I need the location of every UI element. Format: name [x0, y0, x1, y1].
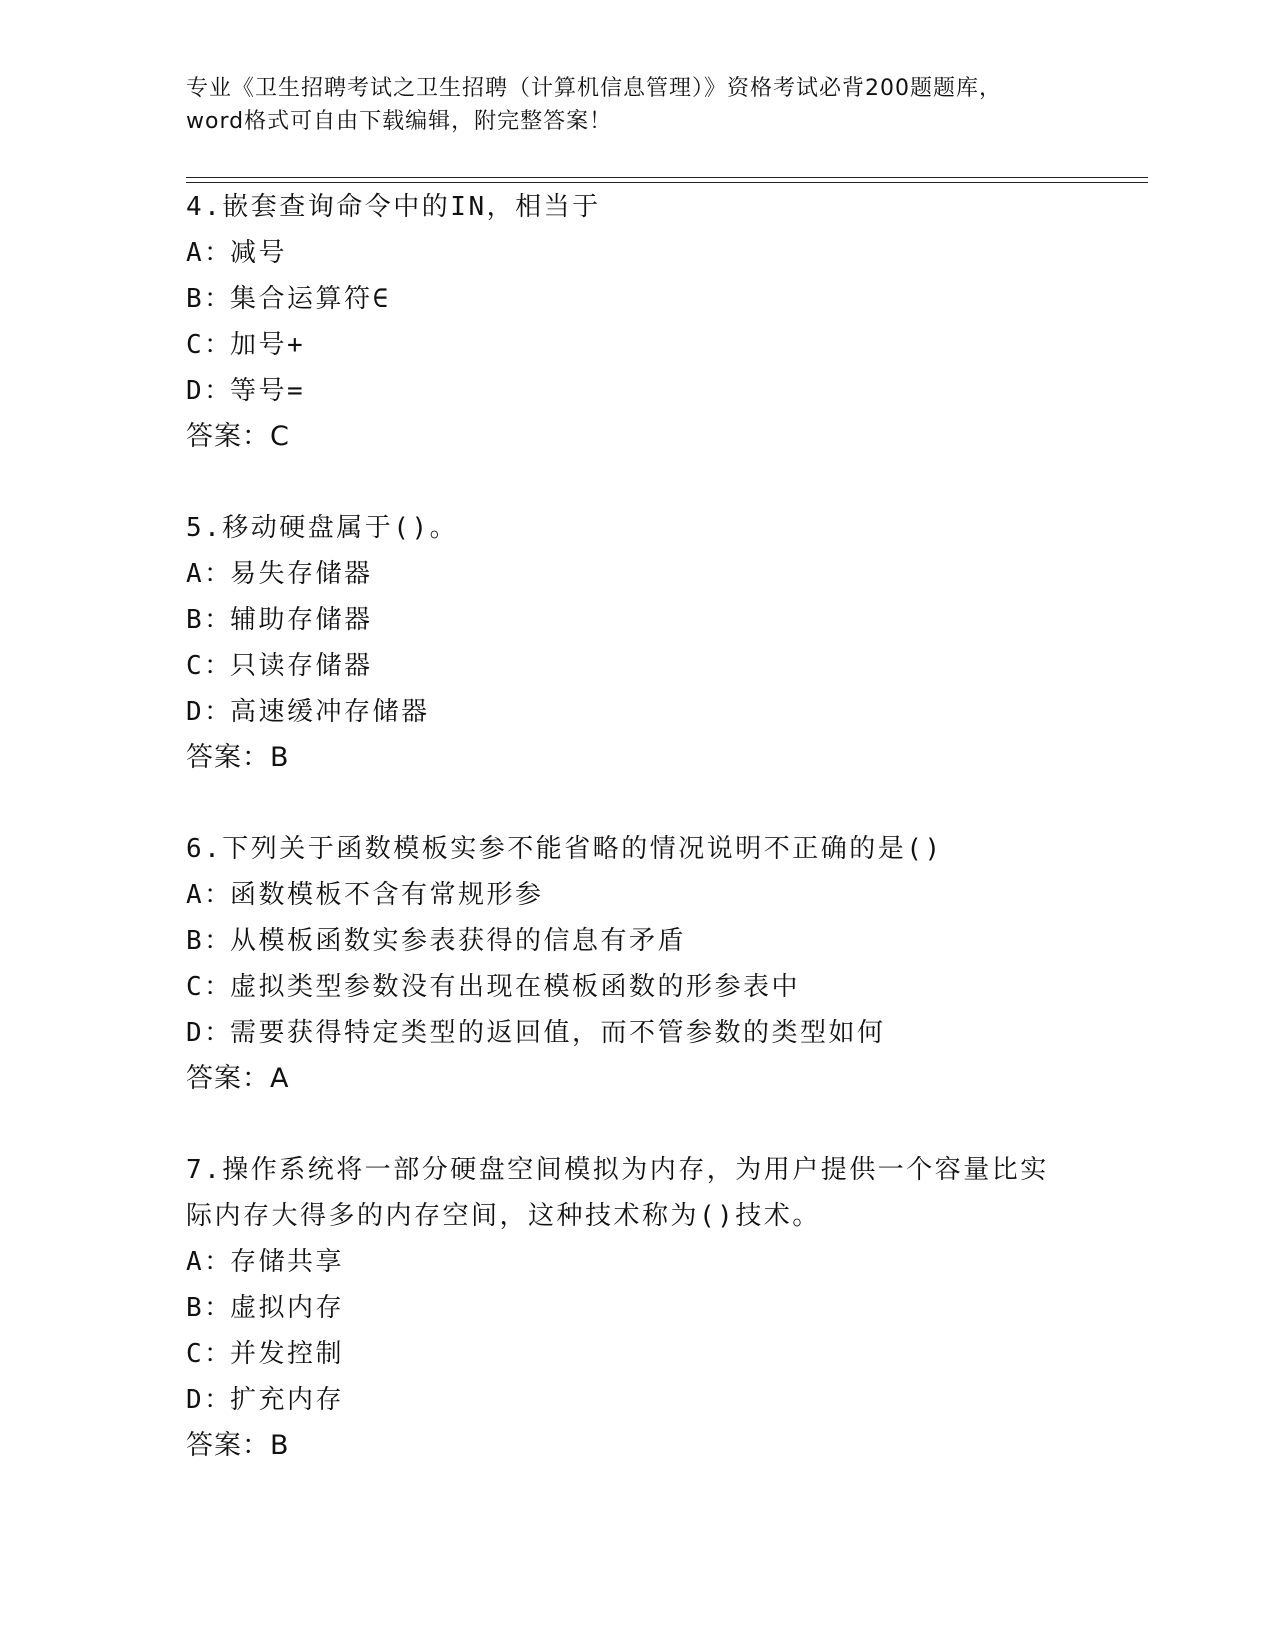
- option-label: D：: [186, 1385, 233, 1415]
- header-line-1: 专业《卫生招聘考试之卫生招聘（计算机信息管理）》资格考试必背200题题库，: [186, 76, 1002, 101]
- option-label: C：: [186, 972, 233, 1002]
- question-stem-line-1: 7.操作系统将一部分硬盘空间模拟为内存，为用户提供一个容量比实: [186, 1155, 1049, 1185]
- option-text: 集合运算符∈: [230, 284, 391, 314]
- option-text: 辅助存储器: [230, 605, 373, 635]
- option-text: 减号: [230, 238, 288, 268]
- option-d: [186, 689, 1106, 735]
- answer-line: 答案：B: [186, 1430, 290, 1461]
- question-stem: 5.移动硬盘属于()。: [186, 513, 459, 543]
- option-b: [186, 918, 1106, 964]
- option-d: [186, 1377, 1106, 1423]
- option-label: C：: [186, 1339, 233, 1369]
- option-label: A：: [186, 559, 233, 589]
- option-text: 扩充内存: [230, 1385, 345, 1415]
- option-b: [186, 1285, 1106, 1331]
- option-c: [186, 322, 1106, 368]
- question-stem: 6.下列关于函数模板实参不能省略的情况说明不正确的是(): [186, 834, 943, 864]
- option-label: B：: [186, 284, 233, 314]
- option-b: [186, 597, 1106, 643]
- question-7: [186, 1147, 1106, 1469]
- option-label: B：: [186, 926, 233, 956]
- option-label: A：: [186, 880, 233, 910]
- option-text: 高速缓冲存储器: [230, 697, 430, 727]
- option-text: 函数模板不含有常规形参: [230, 880, 544, 910]
- question-6: [186, 826, 1106, 1102]
- option-c: [186, 964, 1106, 1010]
- answer-line: 答案：A: [186, 1063, 290, 1094]
- option-text: 从模板函数实参表获得的信息有矛盾: [230, 926, 687, 956]
- option-c: [186, 643, 1106, 689]
- option-label: D：: [186, 1018, 233, 1048]
- option-text: 需要获得特定类型的返回值，而不管参数的类型如何: [230, 1018, 886, 1048]
- option-text: 虚拟类型参数没有出现在模板函数的形参表中: [230, 972, 801, 1002]
- answer-line: 答案：B: [186, 742, 290, 773]
- option-text: 等号=: [230, 376, 306, 406]
- option-c: [186, 1331, 1106, 1377]
- option-b: [186, 276, 1106, 322]
- option-label: D：: [186, 697, 233, 727]
- question-stem-line-2: 际内存大得多的内存空间，这种技术称为()技术。: [186, 1201, 821, 1231]
- option-text: 只读存储器: [230, 651, 373, 681]
- option-label: C：: [186, 330, 233, 360]
- question-4: [186, 184, 1106, 460]
- option-a: [186, 1239, 1106, 1285]
- option-label: D：: [186, 376, 233, 406]
- option-text: 易失存储器: [230, 559, 373, 589]
- option-d: [186, 368, 1106, 414]
- option-text: 加号+: [230, 330, 306, 360]
- option-text: 虚拟内存: [230, 1293, 345, 1323]
- header-divider-top: [186, 177, 1148, 178]
- option-a: [186, 230, 1106, 276]
- document-header: [186, 72, 1086, 138]
- option-label: B：: [186, 605, 233, 635]
- option-a: [186, 551, 1106, 597]
- option-a: [186, 872, 1106, 918]
- option-label: B：: [186, 1293, 233, 1323]
- question-stem: 4.嵌套查询命令中的IN，相当于: [186, 192, 601, 222]
- question-5: [186, 505, 1106, 781]
- option-label: A：: [186, 238, 233, 268]
- option-d: [186, 1010, 1106, 1056]
- header-line-2: word格式可自由下载编辑，附完整答案！: [186, 109, 613, 134]
- option-label: C：: [186, 651, 233, 681]
- option-label: A：: [186, 1247, 233, 1277]
- option-text: 存储共享: [230, 1247, 345, 1277]
- header-divider-bottom: [186, 182, 1148, 183]
- answer-line: 答案：C: [186, 421, 290, 452]
- option-text: 并发控制: [230, 1339, 345, 1369]
